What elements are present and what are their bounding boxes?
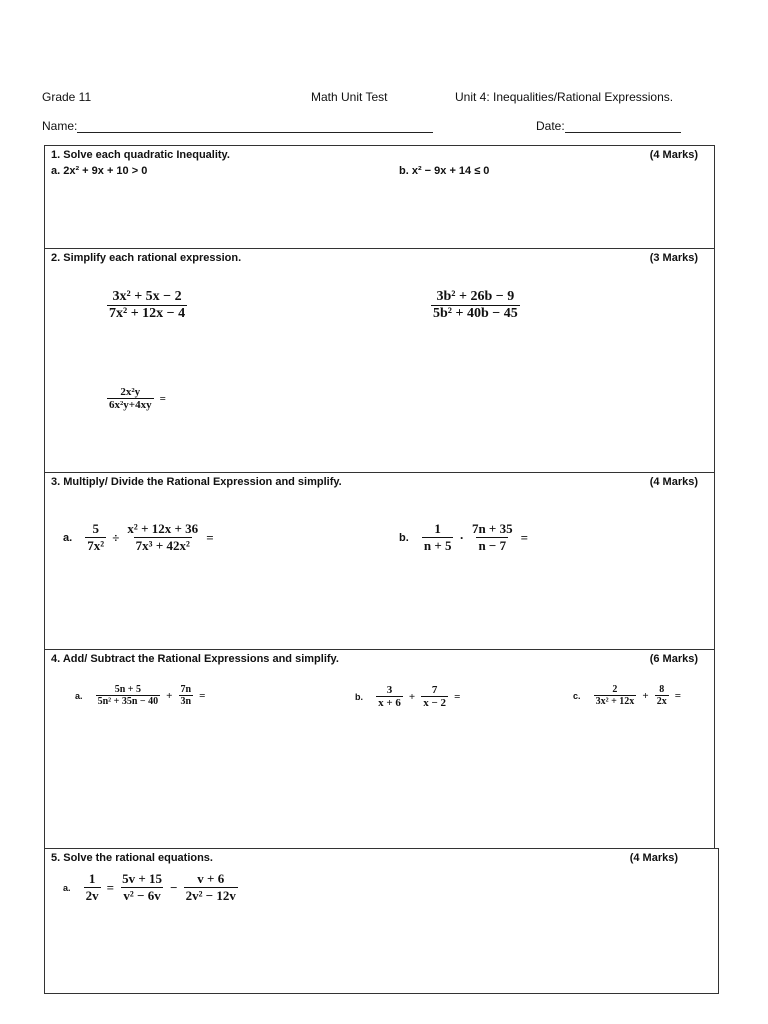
equals-sign: = — [674, 689, 682, 702]
plus-sign: + — [408, 690, 416, 703]
question-2-title: 2. Simplify each rational expression. — [51, 252, 242, 264]
question-3-title: 3. Multiply/ Divide the Rational Expression and simplify. — [51, 476, 342, 488]
question-5-title: 5. Solve the rational equations. — [51, 852, 213, 864]
item-label: a. — [63, 531, 73, 544]
fraction: $\frac{8}{2x}$ — [656, 684, 667, 707]
fraction: $\frac{2}{\text{3x² + 12x}}$ — [595, 684, 635, 707]
item-label: c. — [573, 690, 581, 701]
question-4a — [75, 684, 208, 707]
test-name: Math Unit Test — [311, 90, 388, 104]
question-1-marks: (4 Marks) — [649, 149, 698, 161]
fraction: $\frac{5}{\text{7x²}}$ — [87, 521, 105, 553]
item-label: a. — [75, 690, 83, 701]
fraction: $\frac{v + 6}{\text{2v² − 12v}}$ — [185, 871, 236, 903]
equals-sign: = — [206, 529, 214, 545]
fraction: $\frac{\text{x² + 12x + 36}}{\text{7x³ + 42x²}}$ — [127, 521, 199, 553]
fraction: $\frac{3}{x + 6}$ — [378, 684, 401, 709]
question-2-box — [44, 248, 715, 472]
question-4c — [573, 684, 684, 707]
fraction: $\frac{1}{2v}$ — [85, 871, 99, 903]
question-2-expr-1 — [107, 289, 187, 322]
equals-sign: = — [520, 529, 529, 545]
item-label: b. — [355, 691, 363, 702]
question-1b: b. x² − 9x + 14 ≤ 0 — [399, 165, 490, 177]
question-4b — [355, 684, 463, 709]
question-4-box — [44, 649, 715, 848]
minus-sign: − — [170, 879, 178, 895]
fraction: $\frac{7n + 35}{n - 7}$ — [471, 521, 513, 553]
item-label: a. — [63, 882, 71, 893]
name-line[interactable] — [77, 120, 433, 133]
date-line[interactable] — [565, 120, 681, 133]
fraction: $\frac{5n + 5}{\text{5n² + 35n − 40}}$ — [97, 684, 159, 707]
date-field[interactable] — [536, 119, 681, 133]
equals-sign: = — [199, 689, 206, 702]
fraction: $\frac{\text{2x²y}}{\text{6x²y+4xy}}$ — [109, 386, 152, 411]
unit-title: Unit 4: Inequalities/Rational Expressions. — [455, 90, 674, 104]
question-4-marks: (6 Marks) — [649, 653, 698, 665]
fraction: $\frac{\text{3x² + 5x − 2}}{\text{7x² + 12x − 4}}$ — [109, 289, 186, 321]
name-field[interactable] — [42, 119, 433, 133]
fraction: $\frac{7}{x - 2}$ — [423, 684, 447, 709]
fraction: $\frac{5v + 15}{\text{v² − 6v}}$ — [122, 871, 163, 903]
grade-label: Grade 11 — [42, 90, 92, 104]
equals-sign: = — [106, 879, 115, 895]
question-4-title: 4. Add/ Subtract the Rational Expressions and simplify. — [51, 653, 339, 665]
question-3-marks: (4 Marks) — [649, 476, 698, 488]
question-3a — [63, 521, 217, 554]
question-3-box — [44, 472, 715, 649]
divide-sign: ÷ — [112, 529, 120, 545]
question-2-expr-3 — [107, 386, 169, 411]
question-1-title: 1. Solve each quadratic Inequality. — [51, 149, 230, 161]
multiply-dot: · — [459, 529, 464, 545]
question-3b — [399, 521, 531, 554]
plus-sign: + — [642, 689, 649, 702]
question-1-box — [44, 145, 715, 248]
plus-sign: + — [166, 689, 173, 702]
date-label: Date: — [536, 119, 565, 133]
fraction: $\frac{\text{3b² + 26b − 9}}{\text{5b² + 40b − 45}}$ — [433, 289, 518, 321]
item-label: b. — [399, 531, 409, 544]
question-5-marks: (4 Marks) — [629, 852, 678, 864]
question-2-expr-2 — [431, 289, 520, 322]
question-2-marks: (3 Marks) — [649, 252, 698, 264]
equals-sign: = — [454, 690, 461, 703]
question-1a: a. 2x² + 9x + 10 > 0 — [51, 165, 148, 177]
fraction: $\frac{1}{n + 5}$ — [423, 521, 452, 553]
question-5-box — [44, 848, 719, 994]
equals-sign: = — [159, 392, 166, 405]
name-label: Name: — [42, 119, 78, 133]
fraction: $\frac{7n}{3n}$ — [180, 684, 192, 707]
question-5a — [63, 871, 238, 904]
